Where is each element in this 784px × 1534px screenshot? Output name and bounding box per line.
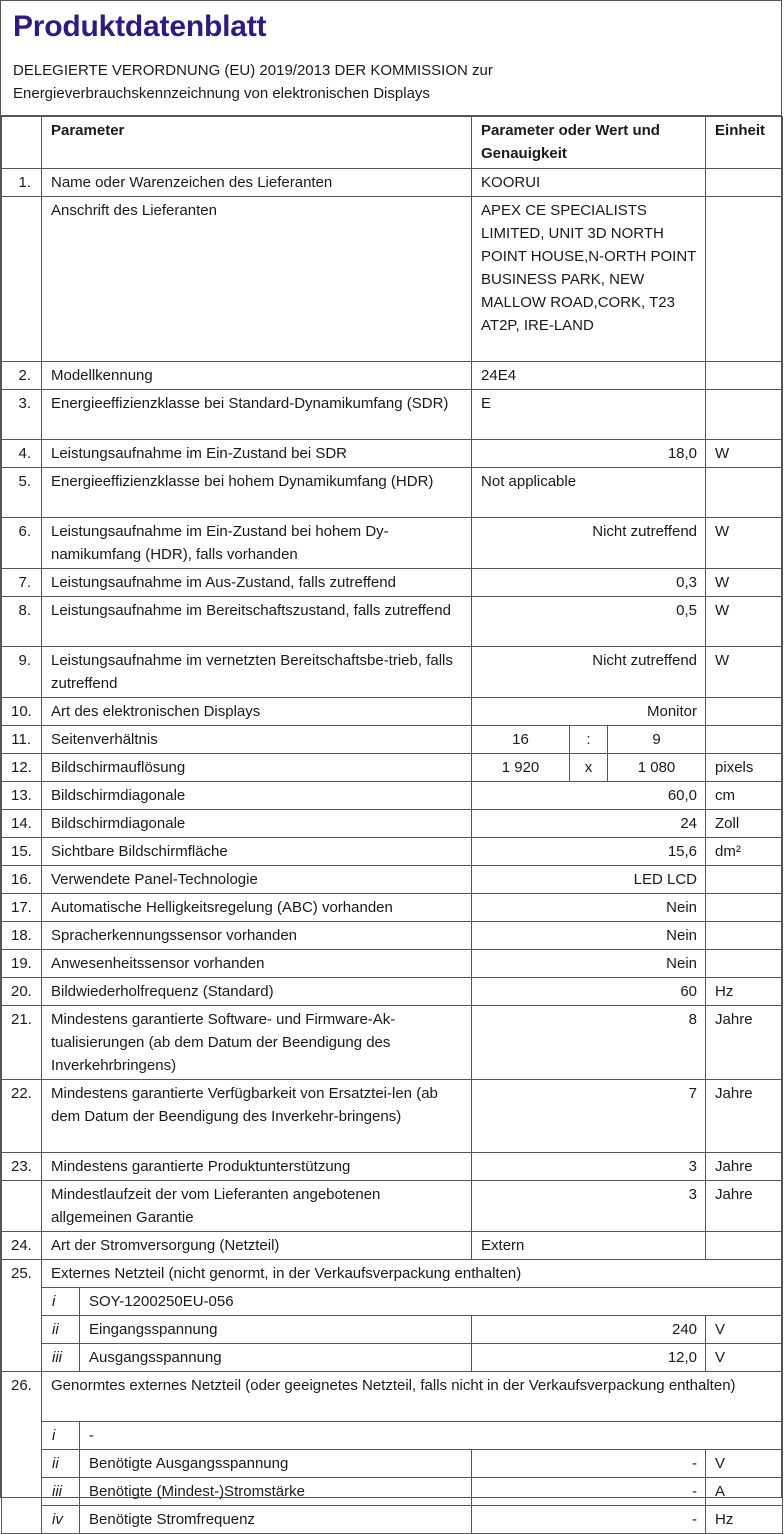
sub-row-roman: ii xyxy=(42,1450,80,1478)
parameter-table xyxy=(1,116,783,1534)
row-unit xyxy=(706,197,783,362)
row-value: 18,0 xyxy=(472,440,706,468)
sub-row xyxy=(2,1422,783,1450)
row-unit xyxy=(706,894,783,922)
row-unit xyxy=(706,1232,783,1260)
row-unit: Jahre xyxy=(706,1080,783,1153)
row-value: KOORUI xyxy=(472,169,706,197)
table-row xyxy=(2,440,783,468)
table-header-row xyxy=(2,117,783,169)
row-number: 21. xyxy=(2,1006,42,1080)
sub-row xyxy=(2,1506,783,1534)
sub-row-value: - xyxy=(472,1450,706,1478)
row-number: 10. xyxy=(2,698,42,726)
row-label: Bildschirmauflösung xyxy=(42,754,472,782)
regulation-subtitle xyxy=(13,59,781,105)
resolution-height: 1 080 xyxy=(608,754,706,782)
table-row xyxy=(2,390,783,440)
row-number: 1. xyxy=(2,169,42,197)
row-label: Bildwiederholfrequenz (Standard) xyxy=(42,978,472,1006)
sub-row xyxy=(2,1316,783,1344)
row-number: 14. xyxy=(2,810,42,838)
row-value: 60 xyxy=(472,978,706,1006)
row-value: 3 xyxy=(472,1153,706,1181)
subtitle-line-1: DELEGIERTE VERORDNUNG (EU) 2019/2013 DER KOMMISSION zur xyxy=(13,62,493,79)
row-label: Anschrift des Lieferanten xyxy=(42,197,472,362)
table-row xyxy=(2,838,783,866)
row-number: 20. xyxy=(2,978,42,1006)
row-unit: Zoll xyxy=(706,810,783,838)
row-value: Nein xyxy=(472,922,706,950)
table-row xyxy=(2,978,783,1006)
row-value: 24 xyxy=(472,810,706,838)
row-number: 16. xyxy=(2,866,42,894)
header-parameter: Parameter xyxy=(42,117,472,169)
row-number-spacer xyxy=(2,1422,42,1450)
sub-row xyxy=(2,1288,783,1316)
row-number: 2. xyxy=(2,362,42,390)
table-row xyxy=(2,894,783,922)
row-number: 22. xyxy=(2,1080,42,1153)
row-unit xyxy=(706,468,783,518)
row-number-spacer xyxy=(2,1478,42,1506)
sub-row-unit: V xyxy=(706,1344,783,1372)
row-number xyxy=(2,197,42,362)
row-label: Energieeffizienzklasse bei hohem Dynamikumfang (HDR) xyxy=(42,468,472,518)
sub-row-roman: iv xyxy=(42,1506,80,1534)
row-label: Verwendete Panel-Technologie xyxy=(42,866,472,894)
header-value: Parameter oder Wert und Genauigkeit xyxy=(472,117,706,169)
row-label: Art des elektronischen Displays xyxy=(42,698,472,726)
row-number: 11. xyxy=(2,726,42,754)
row-value: Nicht zutreffend xyxy=(472,647,706,698)
resolution-width: 1 920 xyxy=(472,754,570,782)
row-unit: Hz xyxy=(706,978,783,1006)
table-row xyxy=(2,1232,783,1260)
row-number-spacer xyxy=(2,1506,42,1534)
row-number: 8. xyxy=(2,597,42,647)
row-label: Leistungsaufnahme im vernetzten Bereitschaftsbe-trieb, falls zutreffend xyxy=(42,647,472,698)
row-unit xyxy=(706,698,783,726)
sub-row-unit: Hz xyxy=(706,1506,783,1534)
row-value: Extern xyxy=(472,1232,706,1260)
table-row xyxy=(2,169,783,197)
row-label: Sichtbare Bildschirmfläche xyxy=(42,838,472,866)
row-unit xyxy=(706,866,783,894)
row-label: Leistungsaufnahme im Ein-Zustand bei SDR xyxy=(42,440,472,468)
table-row xyxy=(2,922,783,950)
row-number: 13. xyxy=(2,782,42,810)
table-row xyxy=(2,1153,783,1181)
header-number-cell xyxy=(2,117,42,169)
table-row xyxy=(2,597,783,647)
sub-row-value: 240 xyxy=(472,1316,706,1344)
row-value: 0,5 xyxy=(472,597,706,647)
sub-row xyxy=(2,1344,783,1372)
table-row xyxy=(2,468,783,518)
row-value: 24E4 xyxy=(472,362,706,390)
row-label: Leistungsaufnahme im Bereitschaftszustand, falls zutreffend xyxy=(42,597,472,647)
row-number-spacer xyxy=(2,1344,42,1372)
row-label: Leistungsaufnahme im Ein-Zustand bei hohem Dy-namikumfang (HDR), falls vorhanden xyxy=(42,518,472,569)
table-row xyxy=(2,1181,783,1232)
row-value: Nein xyxy=(472,894,706,922)
aspect-width: 16 xyxy=(472,726,570,754)
supplier-address: APEX CE SPECIALISTS LIMITED, UNIT 3D NORTH POINT HOUSE,N-ORTH POINT BUSINESS PARK, NEW MALLOW ROAD,CORK, T23 AT2P, IRE-LAND xyxy=(472,197,706,362)
row-unit xyxy=(706,726,783,754)
sub-row-label: - xyxy=(80,1422,783,1450)
row-unit: W xyxy=(706,569,783,597)
row-label: Leistungsaufnahme im Aus-Zustand, falls zutreffend xyxy=(42,569,472,597)
row-unit: Jahre xyxy=(706,1006,783,1080)
row-label: Mindestens garantierte Produktunterstützung xyxy=(42,1153,472,1181)
row-unit xyxy=(706,390,783,440)
row-label: Anwesenheitssensor vorhanden xyxy=(42,950,472,978)
row-unit: cm xyxy=(706,782,783,810)
row-value: 0,3 xyxy=(472,569,706,597)
aspect-height: 9 xyxy=(608,726,706,754)
row-number: 25. xyxy=(2,1260,42,1288)
sub-row-roman: iii xyxy=(42,1478,80,1506)
table-row xyxy=(2,518,783,569)
table-row xyxy=(2,362,783,390)
table-row xyxy=(2,810,783,838)
row-number: 5. xyxy=(2,468,42,518)
table-row xyxy=(2,569,783,597)
row-unit: W xyxy=(706,647,783,698)
header-unit: Einheit xyxy=(706,117,783,169)
row-label: Bildschirmdiagonale xyxy=(42,782,472,810)
page-title: Produktdatenblatt xyxy=(13,10,267,43)
row-number: 24. xyxy=(2,1232,42,1260)
sub-row-label: Benötigte (Mindest-)Stromstärke xyxy=(80,1478,472,1506)
row-unit xyxy=(706,950,783,978)
row-value: Monitor xyxy=(472,698,706,726)
row-value: Nein xyxy=(472,950,706,978)
row-number-spacer xyxy=(2,1450,42,1478)
table-row xyxy=(2,1006,783,1080)
sub-row-value: - xyxy=(472,1506,706,1534)
table-row xyxy=(2,726,783,754)
row-label: Bildschirmdiagonale xyxy=(42,810,472,838)
row-label: Genormtes externes Netzteil (oder geeignetes Netzteil, falls nicht in der Verkaufsverpackung enthalten) xyxy=(42,1372,783,1422)
row-label: Spracherkennungssensor vorhanden xyxy=(42,922,472,950)
row-number-spacer xyxy=(2,1288,42,1316)
sub-row-unit: A xyxy=(706,1478,783,1506)
sub-row xyxy=(2,1450,783,1478)
table-row xyxy=(2,754,783,782)
sub-row-roman: iii xyxy=(42,1344,80,1372)
sub-row-unit: V xyxy=(706,1316,783,1344)
row-number: 15. xyxy=(2,838,42,866)
row-label: Energieeffizienzklasse bei Standard-Dynamikumfang (SDR) xyxy=(42,390,472,440)
row-value: Nicht zutreffend xyxy=(472,518,706,569)
row-unit xyxy=(706,169,783,197)
row-label: Seitenverhältnis xyxy=(42,726,472,754)
row-number: 9. xyxy=(2,647,42,698)
row-value: E xyxy=(472,390,706,440)
row-number: 18. xyxy=(2,922,42,950)
sub-row-label: Eingangsspannung xyxy=(80,1316,472,1344)
sub-row-roman: i xyxy=(42,1288,80,1316)
row-number: 6. xyxy=(2,518,42,569)
row-label: Externes Netzteil (nicht genormt, in der Verkaufsverpackung enthalten) xyxy=(42,1260,783,1288)
sub-row-unit: V xyxy=(706,1450,783,1478)
row-unit: dm² xyxy=(706,838,783,866)
power-supply-model: SOY-1200250EU-056 xyxy=(80,1288,783,1316)
sub-row-value: - xyxy=(472,1478,706,1506)
row-unit: pixels xyxy=(706,754,783,782)
row-value: 8 xyxy=(472,1006,706,1080)
row-label: Mindestens garantierte Software- und Firmware-Ak-tualisierungen (ab dem Datum der Beendigung des Inverkehrbringens) xyxy=(42,1006,472,1080)
row-label: Mindestlaufzeit der vom Lieferanten angebotenen allgemeinen Garantie xyxy=(42,1181,472,1232)
sub-row-roman: i xyxy=(42,1422,80,1450)
table-row xyxy=(2,197,783,362)
row-label: Modellkennung xyxy=(42,362,472,390)
row-number-spacer xyxy=(2,1316,42,1344)
row-number xyxy=(2,1181,42,1232)
row-unit: W xyxy=(706,518,783,569)
table-row xyxy=(2,1260,783,1288)
row-number: 19. xyxy=(2,950,42,978)
row-unit: Jahre xyxy=(706,1181,783,1232)
row-number: 7. xyxy=(2,569,42,597)
row-value: 60,0 xyxy=(472,782,706,810)
table-row xyxy=(2,950,783,978)
table-row xyxy=(2,647,783,698)
row-number: 26. xyxy=(2,1372,42,1422)
row-number: 4. xyxy=(2,440,42,468)
row-value: Not applicable xyxy=(472,468,706,518)
row-number: 3. xyxy=(2,390,42,440)
sub-row-label: Benötigte Stromfrequenz xyxy=(80,1506,472,1534)
row-unit: W xyxy=(706,597,783,647)
row-label: Art der Stromversorgung (Netzteil) xyxy=(42,1232,472,1260)
sub-row xyxy=(2,1478,783,1506)
aspect-separator: : xyxy=(570,726,608,754)
row-unit xyxy=(706,922,783,950)
sheet-header xyxy=(1,1,781,116)
row-value: LED LCD xyxy=(472,866,706,894)
resolution-separator: x xyxy=(570,754,608,782)
row-label: Name oder Warenzeichen des Lieferanten xyxy=(42,169,472,197)
sub-row-roman: ii xyxy=(42,1316,80,1344)
row-number: 17. xyxy=(2,894,42,922)
row-label: Automatische Helligkeitsregelung (ABC) vorhanden xyxy=(42,894,472,922)
table-row xyxy=(2,698,783,726)
row-value: 7 xyxy=(472,1080,706,1153)
row-value: 15,6 xyxy=(472,838,706,866)
table-row xyxy=(2,782,783,810)
row-unit: Jahre xyxy=(706,1153,783,1181)
row-unit: W xyxy=(706,440,783,468)
row-value: 3 xyxy=(472,1181,706,1232)
sub-row-label: Benötigte Ausgangsspannung xyxy=(80,1450,472,1478)
row-label: Mindestens garantierte Verfügbarkeit von Ersatztei-len (ab dem Datum der Beendigung des Inverkehr-bringens) xyxy=(42,1080,472,1153)
sub-row-value: 12,0 xyxy=(472,1344,706,1372)
table-row xyxy=(2,1080,783,1153)
table-row xyxy=(2,866,783,894)
row-unit xyxy=(706,362,783,390)
table-row xyxy=(2,1372,783,1422)
row-number: 12. xyxy=(2,754,42,782)
row-number: 23. xyxy=(2,1153,42,1181)
subtitle-line-2: Energieverbrauchskennzeichnung von elektronischen Displays xyxy=(13,85,430,102)
sub-row-label: Ausgangsspannung xyxy=(80,1344,472,1372)
